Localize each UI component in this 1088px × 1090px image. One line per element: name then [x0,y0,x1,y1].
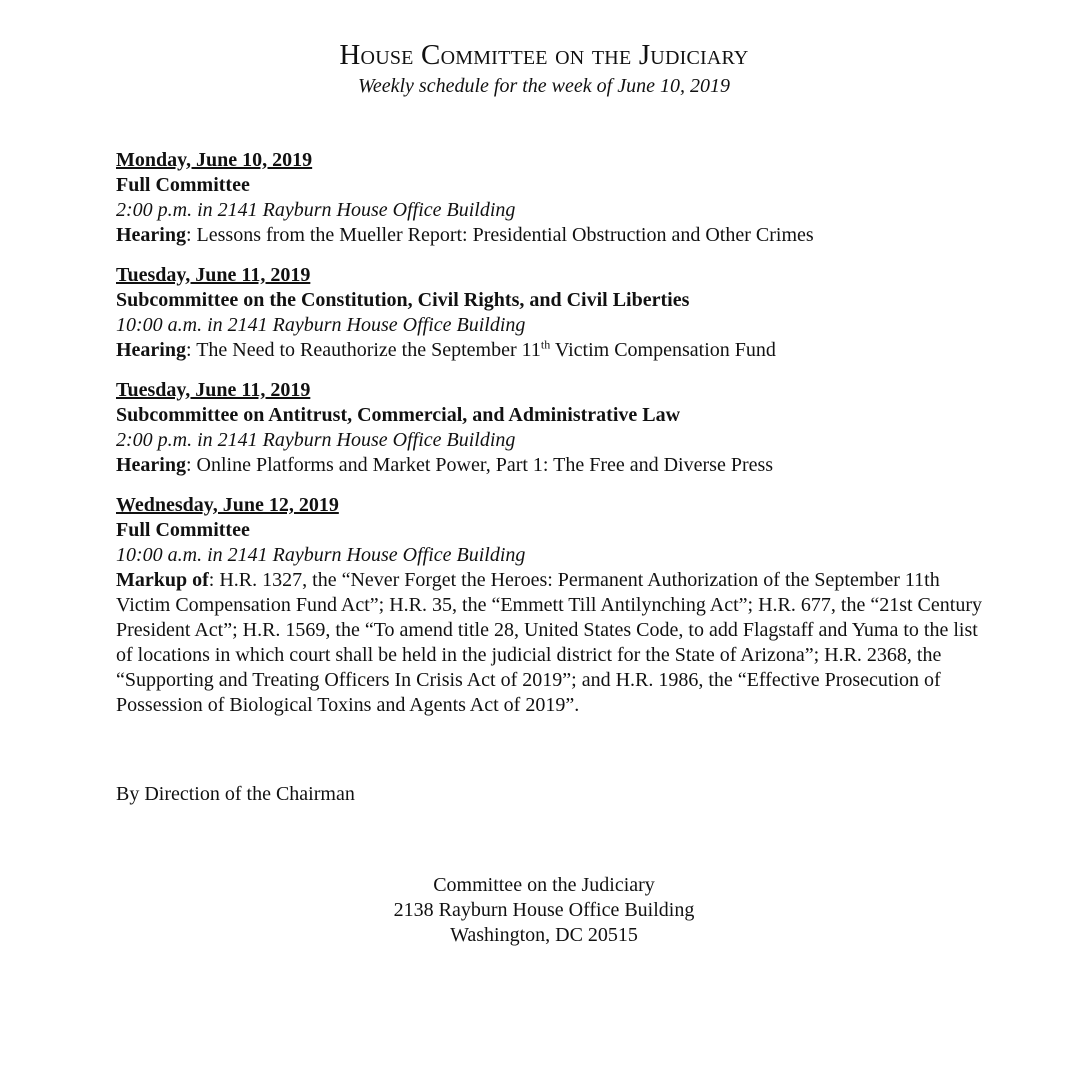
event-date: Tuesday, June 11, 2019 [116,379,311,401]
event-wednesday [116,493,996,718]
address-line-2: 2138 Rayburn House Office Building [393,899,695,921]
event-description-text-after: Victim Compensation Fund [550,339,776,361]
event-description [116,223,996,248]
event-time-location: 2:00 p.m. in 2141 Rayburn House Office Building [116,199,516,221]
event-type-label: Hearing [116,339,186,361]
event-type-label: Hearing [116,454,186,476]
event-date: Wednesday, June 12, 2019 [116,494,339,516]
ordinal-superscript: th [540,337,551,352]
event-description [116,338,996,363]
event-description [116,568,996,718]
address-line-3: Washington, DC 20515 [450,924,638,946]
event-type-label: Markup of [116,569,209,591]
event-time-location: 2:00 p.m. in 2141 Rayburn House Office Building [116,429,516,451]
event-committee: Subcommittee on the Constitution, Civil Rights, and Civil Liberties [116,289,690,311]
event-description-text: : Lessons from the Mueller Report: Presidential Obstruction and Other Crimes [186,224,814,246]
committee-address [0,873,1088,948]
event-time-location: 10:00 a.m. in 2141 Rayburn House Office Building [116,544,526,566]
event-monday [116,148,996,248]
event-time-location: 10:00 a.m. in 2141 Rayburn House Office Building [116,314,526,336]
event-date: Tuesday, June 11, 2019 [116,264,311,286]
address-line-1: Committee on the Judiciary [433,874,655,896]
event-date: Monday, June 10, 2019 [116,149,313,171]
event-type-label: Hearing [116,224,186,246]
document-title: House Committee on the Judiciary [339,39,749,71]
event-committee: Full Committee [116,519,250,541]
signoff: By Direction of the Chairman [116,783,355,805]
event-description-text: : The Need to Reauthorize the September 11 [186,339,541,361]
event-list [116,148,996,733]
document-subtitle: Weekly schedule for the week of June 10, 2019 [358,75,730,97]
event-committee: Full Committee [116,174,250,196]
event-description-text: : H.R. 1327, the “Never Forget the Heroes: Permanent Authorization of the September 11th Victim Compensation Fund Act”; H.R. 35, the “Emmett Till Antilynching Act”; H.R. 677, the “21st Century President Act”; H.R. 1569, the “To amend title 28, United States Code, to add Flagstaff and Yuma to the list of locations in which court shall be held in the judicial district for the State of Arizona”; H.R. 2368, the “Supporting and Treating Officers In Crisis Act of 2019”; and H.R. 1986, the “Effective Prosecution of Possession of Biological Toxins and Agents Act of 2019”. [116,569,982,716]
event-tuesday-constitution [116,263,996,363]
event-description [116,453,996,478]
event-tuesday-antitrust [116,378,996,478]
event-committee: Subcommittee on Antitrust, Commercial, and Administrative Law [116,404,681,426]
event-description-text: : Online Platforms and Market Power, Part 1: The Free and Diverse Press [186,454,774,476]
